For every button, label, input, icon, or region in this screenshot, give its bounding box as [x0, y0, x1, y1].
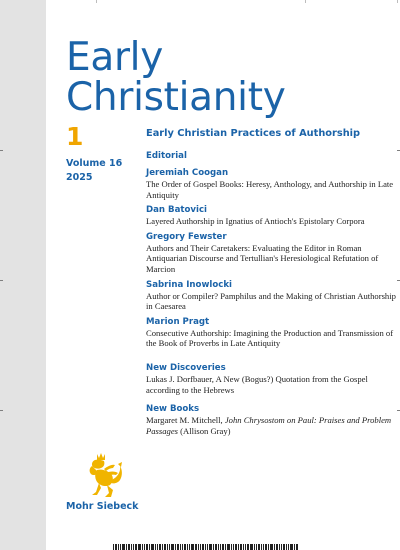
article-author: Jeremiah Coogan [146, 168, 229, 178]
barcode-bar [113, 544, 114, 550]
journal-title-line1: Early [66, 35, 163, 80]
barcode-bar [175, 544, 176, 550]
barcode-bar [220, 544, 221, 550]
barcode-bar [250, 544, 253, 550]
barcode-bar [171, 544, 174, 550]
publisher-name: Mohr Siebeck [66, 501, 139, 512]
crop-mark [0, 150, 3, 151]
barcode-bar [126, 544, 127, 550]
barcode-bar [189, 544, 190, 550]
barcode-bar [231, 544, 232, 550]
barcode-bar [240, 544, 242, 550]
barcode-bar [142, 544, 143, 550]
discovery-text: Lukas J. Dorfbauer, A New (Bogus?) Quotation from the Gospel according to the Hebrews [146, 373, 368, 395]
year-label: 2025 [66, 172, 93, 183]
volume-info [66, 157, 122, 185]
journal-title-line2: Christianity [66, 75, 286, 120]
section-heading-editorial: Editorial [146, 151, 187, 161]
barcode-bar [207, 544, 208, 550]
barcode-bar [180, 544, 181, 550]
barcode-bar [276, 544, 278, 550]
barcode-bar [122, 544, 125, 550]
crop-mark [0, 410, 3, 411]
barcode-bar [215, 544, 217, 550]
spacer [146, 354, 396, 363]
barcode-bar [213, 544, 214, 550]
barcode-bar [225, 544, 226, 550]
barcode-bar [270, 544, 273, 550]
barcode-bar [120, 544, 121, 550]
barcode-bar [155, 544, 156, 550]
barcode-bar [202, 544, 204, 550]
barcode-bar [227, 544, 230, 550]
article-entry [146, 232, 396, 275]
barcode-bar [118, 544, 119, 550]
barcode-bar [245, 544, 246, 550]
barcode-bar [247, 544, 249, 550]
discoveries-entry [146, 363, 396, 395]
issue-title: Early Christian Practices of Authorship [146, 128, 361, 139]
barcode-bar [274, 544, 275, 550]
barcode-bar [128, 544, 130, 550]
crop-mark [96, 0, 97, 3]
barcode-bar [243, 544, 244, 550]
barcode-bar [149, 544, 150, 550]
barcode-bar [184, 544, 186, 550]
barcode-bar [233, 544, 234, 550]
book-review-reviewer: (Allison Gray) [178, 425, 231, 436]
barcode-bar [169, 544, 170, 550]
barcode-bar [279, 544, 280, 550]
barcode-bar [138, 544, 141, 550]
crop-mark [0, 280, 3, 281]
barcode-bar [191, 544, 194, 550]
barcode-bar [254, 544, 255, 550]
barcode-bar [146, 544, 148, 550]
barcode-bar [288, 544, 289, 550]
barcode-bar [265, 544, 267, 550]
barcode-bar [268, 544, 269, 550]
barcode-bar [187, 544, 188, 550]
article-entry [146, 205, 396, 227]
barcode-bar [144, 544, 145, 550]
article-title: The Order of Gospel Books: Heresy, Anthology, and Authorship in Late Antiquity [146, 179, 394, 200]
article-author: Dan Batovici [146, 205, 207, 216]
article-title: Author or Compiler? Pamphilus and the Making of Christian Authorship in Caesarea [146, 290, 396, 312]
barcode-bar [263, 544, 264, 550]
barcode-bar [235, 544, 237, 550]
barcode-bar [222, 544, 224, 550]
volume-label: Volume 16 [66, 158, 123, 169]
book-review-title: John Chrysostom on Paul: Praises and Problem Passages [146, 415, 392, 436]
barcode-bar [195, 544, 197, 550]
barcode-bar [258, 544, 260, 550]
lion-icon [80, 452, 126, 500]
barcode-bar [135, 544, 137, 550]
barcode-bar [151, 544, 154, 550]
barcode-bar [209, 544, 212, 550]
barcode-bar [205, 544, 206, 550]
article-title: Consecutive Authorship: Imagining the Production and Transmission of the Book of Proverbs in Late Antiquity [146, 327, 394, 349]
barcode-bar [218, 544, 219, 550]
barcode-bar [283, 544, 285, 550]
crop-mark [305, 0, 306, 3]
article-entry [146, 168, 396, 200]
barcode-bar [182, 544, 183, 550]
barcode-bar [261, 544, 262, 550]
article-title: Authors and Their Caretakers: Evaluating the Editor in Roman Antiquarian Discourse and Tertullian's Heresiological Refutation of Marcion [146, 242, 379, 274]
crop-mark [397, 0, 398, 3]
barcode-bar [294, 544, 295, 550]
book-review-author: Margaret M. Mitchell, [146, 415, 225, 426]
books-entry [146, 404, 396, 436]
barcode-bar [115, 544, 117, 550]
article-author: Marion Pragt [146, 316, 210, 327]
barcode-bar [159, 544, 161, 550]
article-author: Sabrina Inowlocki [146, 279, 232, 290]
barcode-bar [177, 544, 179, 550]
barcode-bar [157, 544, 158, 550]
barcode-bar [256, 544, 257, 550]
article-entry [146, 280, 396, 312]
book-review [146, 415, 396, 436]
section-heading-new-books: New Books [146, 404, 200, 415]
article-author: Gregory Fewster [146, 231, 227, 242]
barcode-bar [290, 544, 293, 550]
barcode-bar [133, 544, 134, 550]
barcode-bar [286, 544, 287, 550]
barcode-bar [238, 544, 239, 550]
section-heading-new-discoveries: New Discoveries [146, 362, 226, 373]
table-of-contents [146, 127, 396, 441]
barcode-bar [162, 544, 163, 550]
barcode [113, 544, 373, 550]
article-entry [146, 317, 396, 349]
barcode-bar [164, 544, 166, 550]
barcode-bar [131, 544, 132, 550]
barcode-bar [296, 544, 298, 550]
article-title: Layered Authorship in Ignatius of Antioch's Epistolary Corpora [146, 216, 365, 227]
barcode-bar [167, 544, 168, 550]
issue-number: 1 [66, 122, 84, 151]
barcode-bar [281, 544, 282, 550]
cover-side-strip [0, 0, 46, 550]
barcode-bar [198, 544, 199, 550]
barcode-bar [200, 544, 201, 550]
